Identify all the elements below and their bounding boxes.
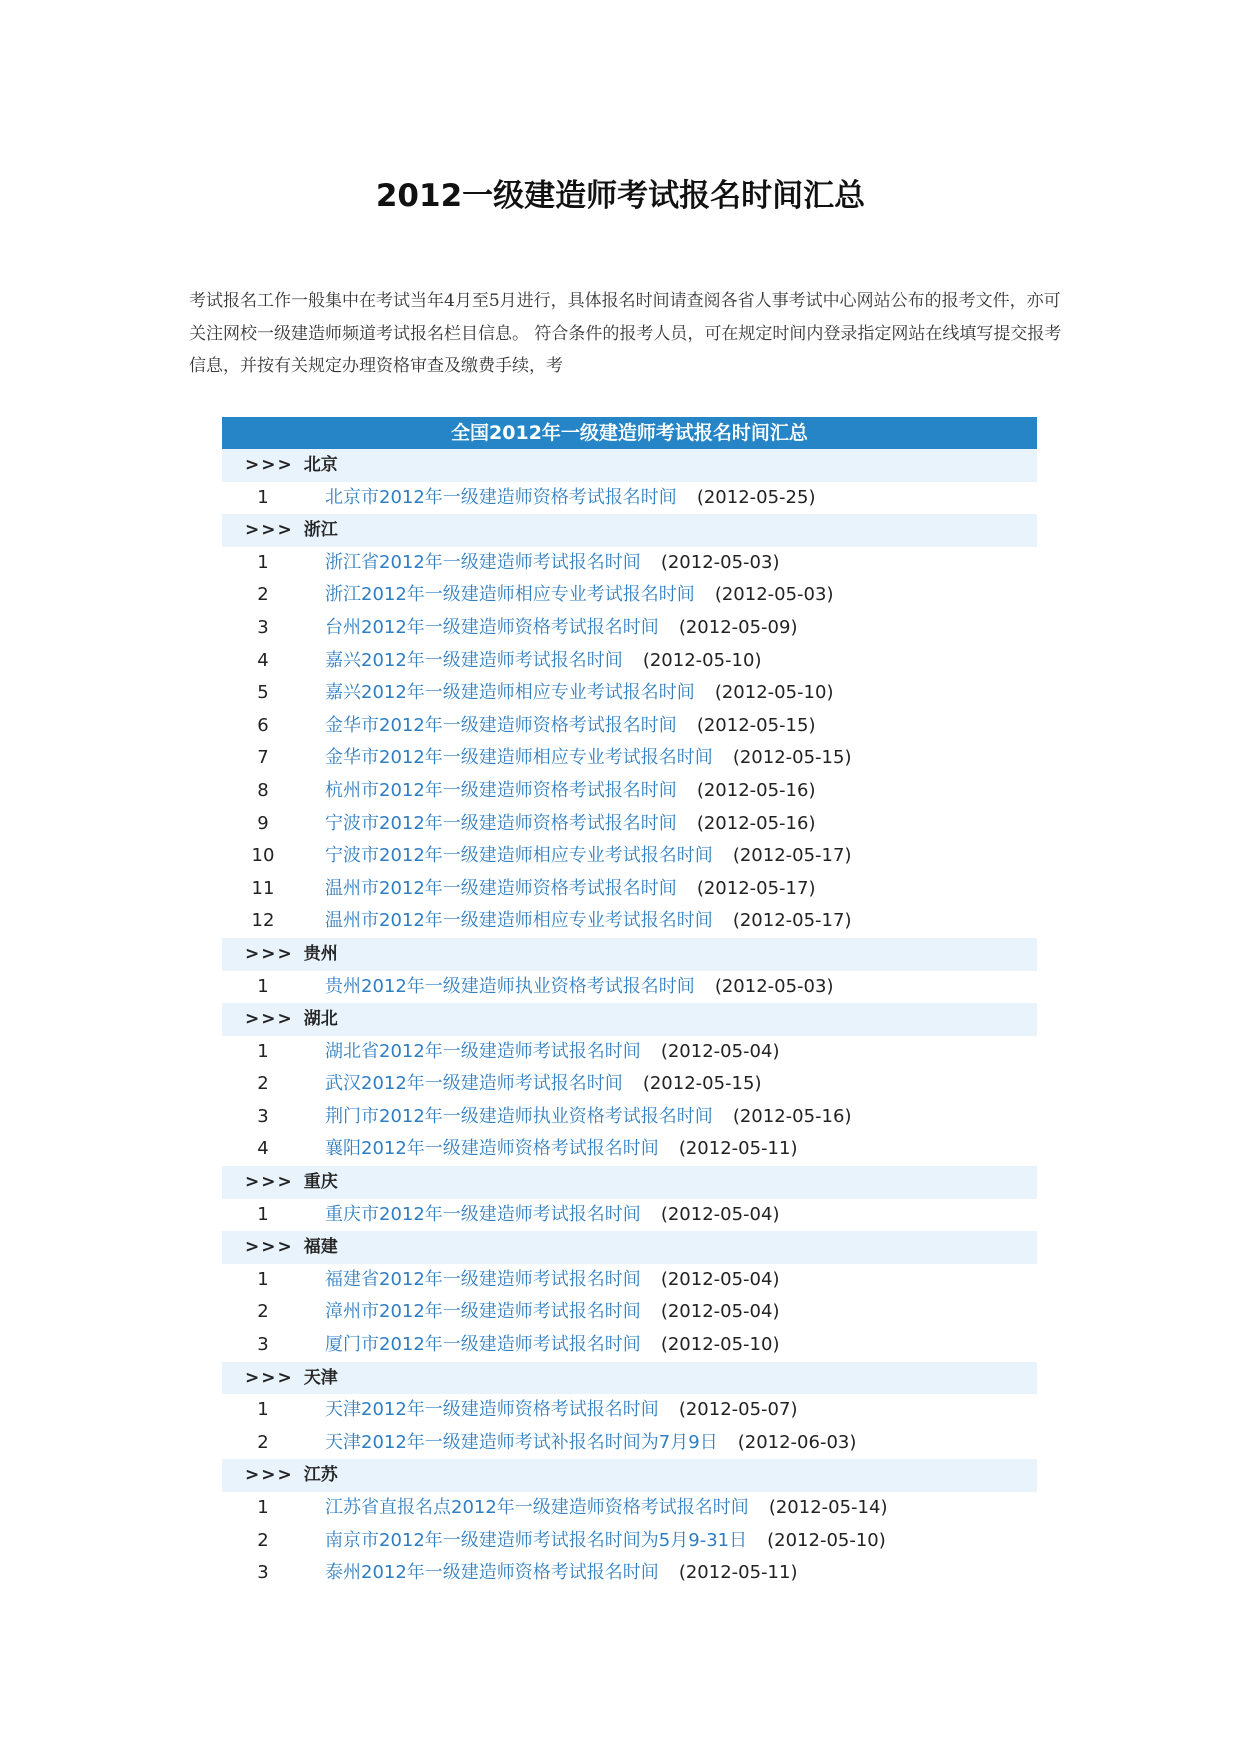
article-link[interactable]: 天津2012年一级建造师资格考试报名时间	[325, 1399, 659, 1421]
article-link[interactable]: 泰州2012年一级建造师资格考试报名时间	[325, 1562, 659, 1584]
table-row	[222, 645, 1037, 678]
publish-date: (2012-05-10)	[714, 682, 834, 704]
table-row	[222, 873, 1037, 906]
article-link[interactable]: 重庆市2012年一级建造师考试报名时间	[325, 1203, 641, 1225]
row-number: 5	[257, 682, 269, 704]
publish-date: (2012-05-04)	[660, 1040, 780, 1062]
table-row	[222, 1133, 1037, 1166]
row-content	[325, 840, 851, 873]
row-number: 3	[257, 1562, 269, 1584]
row-content	[325, 873, 815, 906]
row-content	[325, 1296, 779, 1329]
table-row	[222, 840, 1037, 873]
article-link[interactable]: 天津2012年一级建造师考试补报名时间为7月9日	[325, 1431, 718, 1453]
article-link[interactable]: 江苏省直报名点2012年一级建造师资格考试报名时间	[325, 1497, 749, 1518]
table-header: 全国2012年一级建造师考试报名时间汇总	[222, 417, 1037, 449]
row-number: 6	[257, 714, 269, 736]
publish-date: (2012-05-09)	[678, 616, 798, 638]
row-content	[325, 1133, 797, 1166]
row-content	[325, 710, 815, 743]
table-row	[222, 710, 1037, 743]
row-number: 2	[257, 1529, 269, 1551]
publish-date: (2012-05-03)	[660, 551, 780, 573]
publish-date: (2012-05-15)	[732, 747, 852, 769]
article-link[interactable]: 金华市2012年一级建造师资格考试报名时间	[325, 714, 677, 736]
publish-date: (2012-05-10)	[660, 1334, 780, 1356]
region-arrow-marker: >>>	[245, 520, 294, 541]
publish-date: (2012-05-15)	[642, 1073, 762, 1095]
row-content	[325, 1101, 851, 1134]
publish-date: (2012-05-16)	[696, 812, 816, 834]
publish-date: (2012-05-03)	[714, 975, 834, 997]
table-row	[222, 1329, 1037, 1362]
row-content	[325, 742, 851, 775]
publish-date: (2012-05-25)	[696, 486, 816, 508]
article-link[interactable]: 金华市2012年一级建造师相应专业考试报名时间	[325, 747, 713, 769]
row-number: 1	[257, 1203, 269, 1225]
row-number: 3	[257, 1105, 269, 1127]
region-name: 福建	[303, 1237, 338, 1258]
row-content	[325, 905, 851, 938]
row-content	[325, 1525, 886, 1558]
region-name: 天津	[303, 1367, 338, 1388]
row-content	[325, 482, 815, 515]
region-name: 浙江	[303, 520, 338, 541]
table-row	[222, 547, 1037, 580]
region-arrow-marker: >>>	[245, 1172, 294, 1193]
table-body	[222, 449, 1037, 1590]
publish-date: (2012-05-17)	[696, 877, 816, 899]
table-row	[222, 1264, 1037, 1297]
table-row	[222, 1101, 1037, 1134]
row-number: 4	[257, 1138, 269, 1160]
row-number: 10	[251, 845, 275, 867]
article-link[interactable]: 台州2012年一级建造师资格考试报名时间	[325, 616, 659, 638]
row-number: 7	[257, 747, 269, 769]
table-row	[222, 1492, 1037, 1525]
region-row	[222, 449, 1037, 482]
article-link[interactable]: 襄阳2012年一级建造师资格考试报名时间	[325, 1138, 659, 1160]
publish-date: (2012-05-04)	[660, 1268, 780, 1290]
region-arrow-marker: >>>	[245, 1465, 294, 1486]
article-link[interactable]: 贵州2012年一级建造师执业资格考试报名时间	[325, 975, 695, 997]
publish-date: (2012-06-03)	[737, 1431, 857, 1453]
row-content	[325, 1199, 779, 1232]
publish-date: (2012-05-11)	[678, 1138, 798, 1160]
region-arrow-marker: >>>	[245, 943, 294, 964]
region-row	[222, 1459, 1037, 1492]
row-number: 4	[257, 649, 269, 671]
row-number: 9	[257, 812, 269, 834]
table-row	[222, 1525, 1037, 1558]
article-link[interactable]: 漳州市2012年一级建造师考试报名时间	[325, 1301, 641, 1323]
row-content	[325, 1394, 797, 1427]
row-content	[325, 775, 815, 808]
article-link[interactable]: 嘉兴2012年一级建造师考试报名时间	[325, 649, 623, 671]
row-number: 3	[257, 1334, 269, 1356]
publish-date: (2012-05-04)	[660, 1301, 780, 1323]
article-link[interactable]: 北京市2012年一级建造师资格考试报名时间	[325, 486, 677, 508]
row-number: 1	[257, 1268, 269, 1290]
table-row	[222, 742, 1037, 775]
row-content	[325, 1068, 761, 1101]
region-row	[222, 1231, 1037, 1264]
region-arrow-marker: >>>	[245, 1237, 294, 1258]
article-link[interactable]: 南京市2012年一级建造师考试报名时间为5月9-31日	[325, 1529, 748, 1551]
publish-date: (2012-05-16)	[732, 1105, 852, 1127]
publish-date: (2012-05-04)	[660, 1203, 780, 1225]
article-link[interactable]: 武汉2012年一级建造师考试报名时间	[325, 1073, 623, 1095]
registration-schedule-table	[222, 417, 1037, 1590]
region-arrow-marker: >>>	[245, 1009, 294, 1030]
table-row	[222, 579, 1037, 612]
table-row	[222, 905, 1037, 938]
row-number: 2	[257, 1431, 269, 1453]
region-name: 重庆	[303, 1172, 338, 1193]
page-title: 2012一级建造师考试报名时间汇总	[375, 178, 866, 214]
publish-date: (2012-05-15)	[696, 714, 816, 736]
row-number: 3	[257, 616, 269, 638]
row-number: 1	[257, 1040, 269, 1062]
row-content	[325, 612, 797, 645]
row-number: 2	[257, 1073, 269, 1095]
region-name: 北京	[303, 455, 338, 475]
row-number: 8	[257, 779, 269, 801]
row-content	[325, 1557, 797, 1590]
article-link[interactable]: 嘉兴2012年一级建造师相应专业考试报名时间	[325, 682, 695, 704]
table-row	[222, 775, 1037, 808]
table-row	[222, 677, 1037, 710]
table-row	[222, 1394, 1037, 1427]
row-number: 12	[251, 910, 275, 932]
publish-date: (2012-05-10)	[767, 1529, 886, 1551]
publish-date: (2012-05-03)	[714, 584, 834, 606]
table-row	[222, 612, 1037, 645]
table-row	[222, 1557, 1037, 1590]
publish-date: (2012-05-17)	[732, 910, 852, 932]
row-number: 11	[251, 877, 275, 899]
article-link[interactable]: 宁波市2012年一级建造师资格考试报名时间	[325, 812, 677, 834]
row-number: 2	[257, 584, 269, 606]
row-content	[325, 547, 779, 580]
publish-date: (2012-05-11)	[678, 1562, 798, 1584]
article-link[interactable]: 温州市2012年一级建造师资格考试报名时间	[325, 877, 677, 899]
publish-date: (2012-05-16)	[696, 779, 816, 801]
article-link[interactable]: 福建省2012年一级建造师考试报名时间	[325, 1268, 641, 1290]
article-link[interactable]: 温州市2012年一级建造师相应专业考试报名时间	[325, 910, 713, 932]
row-number: 1	[257, 551, 269, 573]
row-content	[325, 1036, 779, 1069]
table-row	[222, 1427, 1037, 1460]
intro-paragraph: 考试报名工作一般集中在考试当年4月至5月进行，具体报名时间请查阅各省人事考试中心网站公布的报考文件，亦可关注网校一级建造师频道考试报名栏目信息。 符合条件的报考人员，可在规定时间内登录指定网站在线填写提交报考信息，并按有关规定办理资格审查及缴费手续，考	[189, 291, 1062, 376]
article-link[interactable]: 杭州市2012年一级建造师资格考试报名时间	[325, 779, 677, 801]
region-row	[222, 1003, 1037, 1036]
row-content	[325, 971, 833, 1004]
row-content	[325, 579, 833, 612]
row-number: 1	[257, 975, 269, 997]
region-name: 贵州	[303, 943, 338, 964]
table-row	[222, 1199, 1037, 1232]
table-row	[222, 1036, 1037, 1069]
article-link[interactable]: 湖北省2012年一级建造师考试报名时间	[325, 1040, 641, 1062]
table-row	[222, 971, 1037, 1004]
row-content	[325, 645, 761, 678]
row-content	[325, 1492, 887, 1525]
publish-date: (2012-05-07)	[678, 1399, 798, 1421]
table-row	[222, 1296, 1037, 1329]
publish-date: (2012-05-17)	[732, 845, 852, 867]
region-row	[222, 1362, 1037, 1395]
table-row	[222, 808, 1037, 841]
article-link[interactable]: 荆门市2012年一级建造师执业资格考试报名时间	[325, 1105, 713, 1127]
region-row	[222, 938, 1037, 971]
table-row	[222, 482, 1037, 515]
row-content	[325, 808, 815, 841]
row-content	[325, 1427, 856, 1460]
row-content	[325, 677, 833, 710]
article-link[interactable]: 浙江2012年一级建造师相应专业考试报名时间	[325, 584, 695, 606]
table-row	[222, 1068, 1037, 1101]
article-link[interactable]: 厦门市2012年一级建造师考试报名时间	[325, 1334, 641, 1356]
row-content	[325, 1329, 779, 1362]
region-name: 江苏	[303, 1465, 338, 1486]
publish-date: (2012-05-14)	[768, 1497, 888, 1518]
row-number: 1	[257, 486, 269, 508]
row-content	[325, 1264, 779, 1297]
article-link[interactable]: 宁波市2012年一级建造师相应专业考试报名时间	[325, 845, 713, 867]
row-number: 1	[257, 1399, 269, 1421]
publish-date: (2012-05-10)	[642, 649, 762, 671]
region-name: 湖北	[303, 1009, 338, 1030]
region-row	[222, 514, 1037, 547]
region-arrow-marker: >>>	[245, 455, 294, 475]
region-row	[222, 1166, 1037, 1199]
row-number: 2	[257, 1301, 269, 1323]
article-link[interactable]: 浙江省2012年一级建造师考试报名时间	[325, 551, 641, 573]
row-number: 1	[257, 1497, 269, 1518]
region-arrow-marker: >>>	[245, 1367, 294, 1388]
